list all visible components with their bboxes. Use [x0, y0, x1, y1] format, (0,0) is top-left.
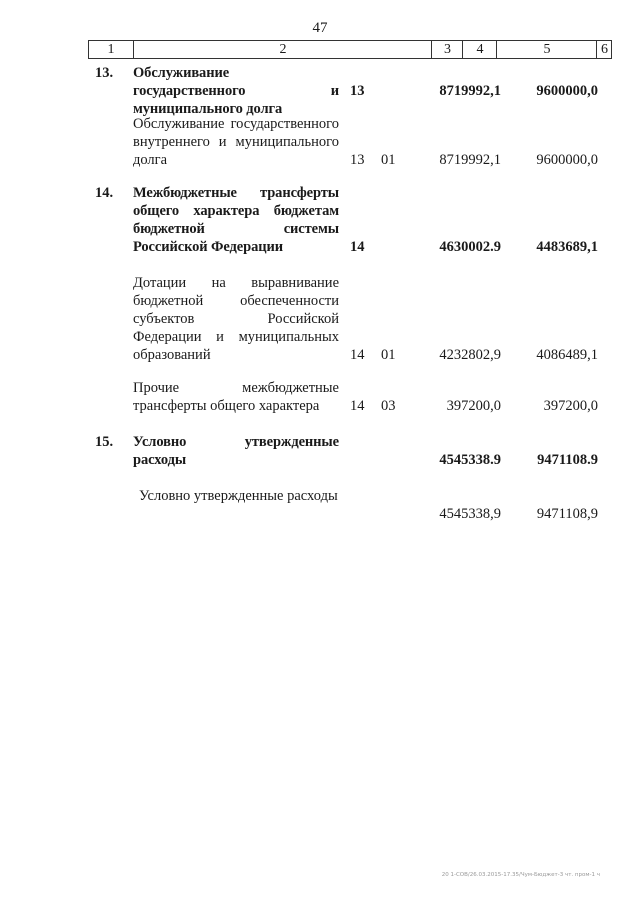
row-amount-2: 4086489,1	[536, 347, 598, 363]
table-header-row	[88, 40, 612, 59]
row-amount-1: 8719992,1	[439, 152, 501, 168]
header-col-4: 4	[462, 41, 497, 58]
row-name: Прочие межбюджетные трансферты общего характера	[133, 380, 339, 414]
header-col-1: 1	[107, 42, 115, 57]
header-col-6: 6	[596, 41, 612, 58]
row-number: 14.	[95, 185, 114, 201]
row-number: 15.	[95, 434, 114, 450]
footer-document-code: 20 1-СОВ/26.03.2015-17.35/Чум-Бюджет-3 чт. пром-1 ч	[441, 872, 600, 878]
row-code-main: 13	[350, 83, 365, 99]
row-name: Обслуживание государственного и муниципального долга	[133, 65, 339, 117]
row-code-sub: 01	[381, 347, 396, 363]
page-number: 47	[312, 20, 328, 36]
row-code-main: 14	[350, 398, 365, 414]
row-amount-1: 4232802,9	[439, 347, 501, 363]
row-code-main: 14	[350, 239, 365, 255]
row-name: Дотации на выравнивание бюджетной обеспеченности субъектов Российской Федерации и муниципальных образований	[133, 275, 339, 363]
header-col-3: 3	[431, 41, 463, 58]
row-number: 13.	[95, 65, 114, 81]
row-code-sub: 03	[381, 398, 396, 414]
header-col-5: 5	[496, 41, 597, 58]
row-amount-2: 9600000,0	[536, 83, 598, 99]
row-amount-2: 9471108.9	[537, 452, 598, 468]
row-name: Условно утвержденные расходы	[139, 488, 338, 504]
row-amount-1: 8719992,1	[439, 83, 501, 99]
row-amount-1: 4545338.9	[439, 452, 501, 468]
row-code-main: 13	[350, 152, 365, 168]
row-name: Межбюджетные трансферты общего характера бюджетам бюджетной системы Российской Федерации	[133, 185, 339, 255]
row-amount-2: 9600000,0	[536, 152, 598, 168]
row-amount-2: 9471108,9	[536, 506, 598, 522]
row-amount-2: 4483689,1	[536, 239, 598, 255]
row-amount-1: 4630002.9	[439, 239, 501, 255]
row-amount-2: 397200,0	[543, 398, 598, 414]
row-amount-1: 397200,0	[446, 398, 501, 414]
row-amount-1: 4545338,9	[439, 506, 501, 522]
row-name: Условно утвержденные расходы	[133, 434, 339, 468]
row-name: Обслуживание государственного внутреннего и муниципального долга	[133, 116, 339, 168]
row-code-main: 14	[350, 347, 365, 363]
header-col-2: 2	[133, 41, 432, 58]
row-code-sub: 01	[381, 152, 396, 168]
